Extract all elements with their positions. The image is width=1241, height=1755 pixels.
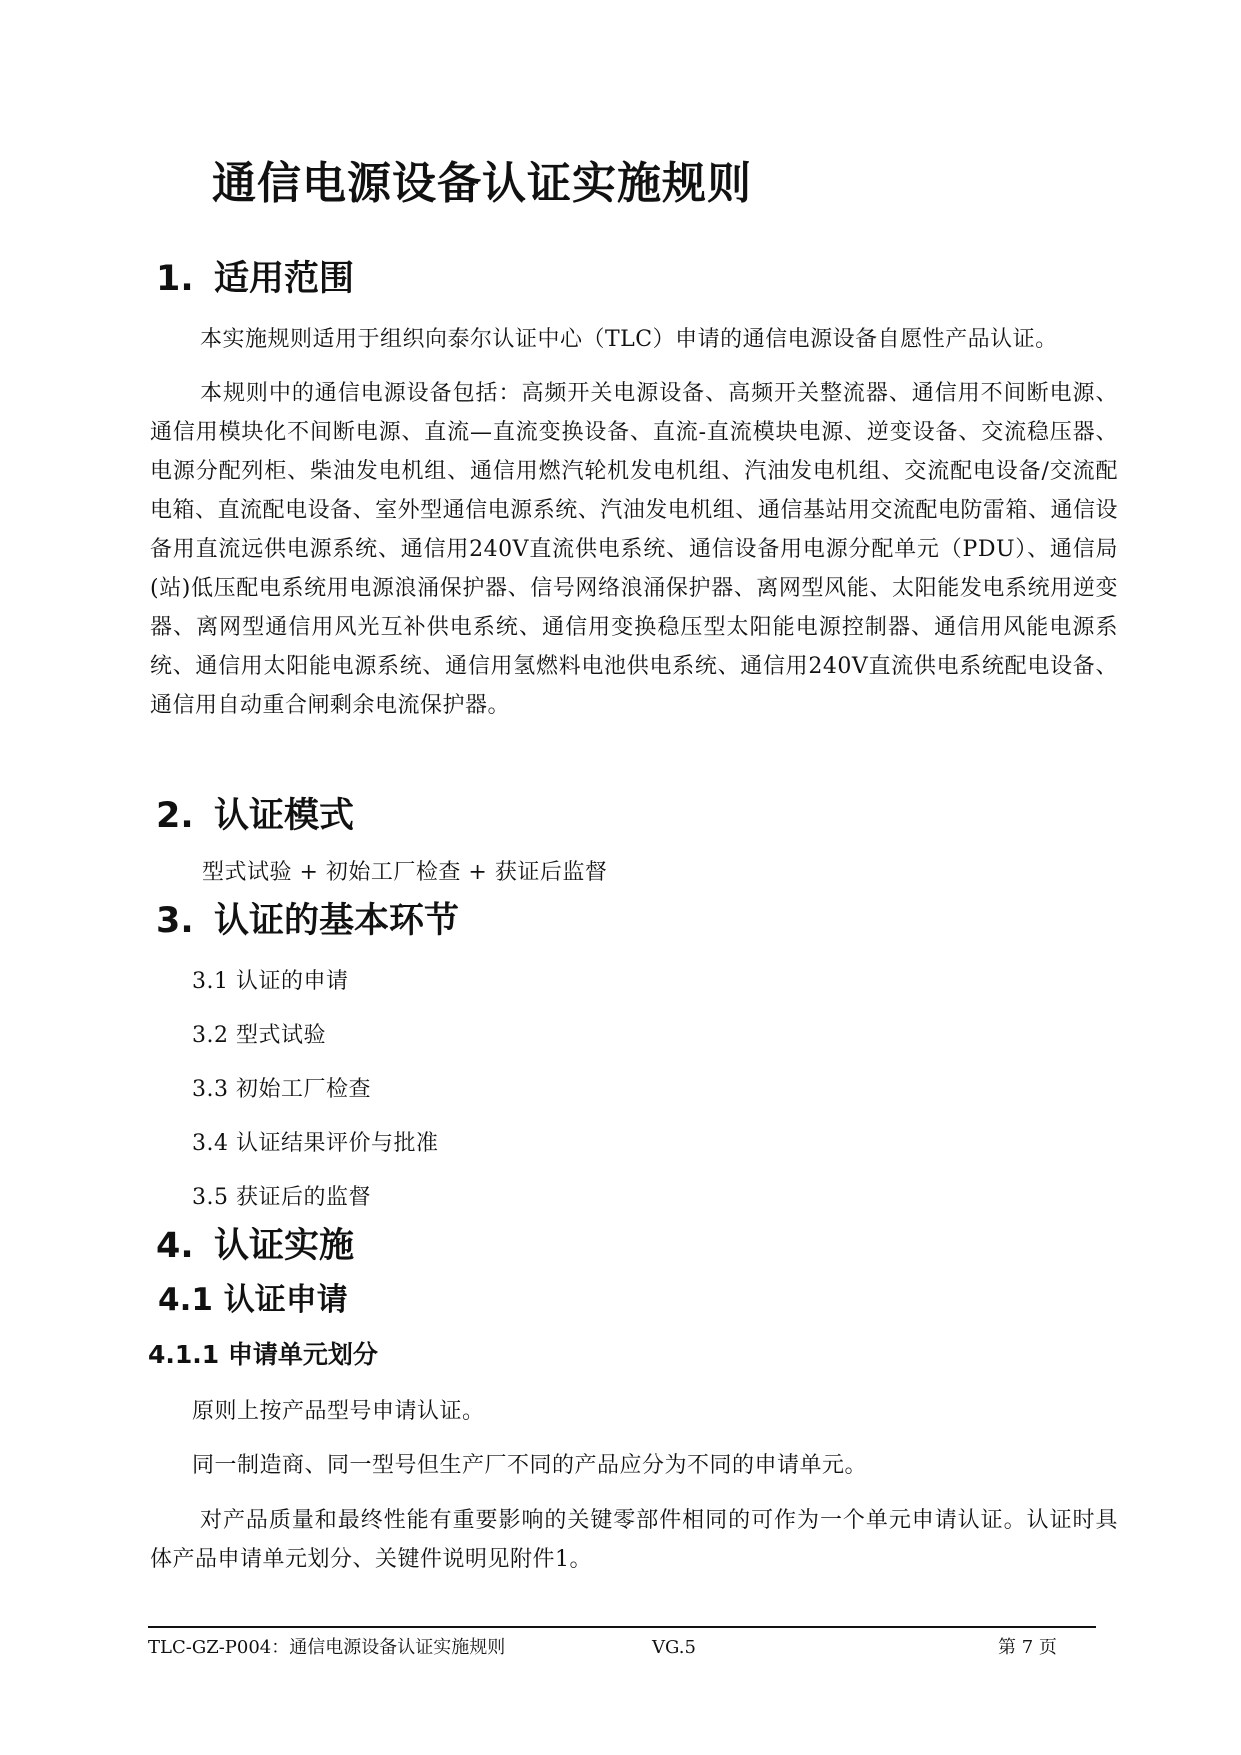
document-title: 通信电源设备认证实施规则 bbox=[212, 158, 752, 209]
subsection-4-1-1-heading: 4.1.1 申请单元划分 bbox=[148, 1340, 378, 1369]
section-3-heading bbox=[156, 900, 459, 942]
list-item: 3.2 型式试验 bbox=[192, 1023, 326, 1048]
section-1-paragraph-2: 本规则中的通信电源设备包括：高频开关电源设备、高频开关整流器、通信用不间断电源、通信用模块化不间断电源、直流—直流变换设备、直流-直流模块电源、逆变设备、交流稳压器、电源分配列柜、柴油发电机组、通信用燃汽轮机发电机组、汽油发电机组、交流配电设备/交流配电箱、直流配电设备、室外型通信电源系统、汽油发电机组、通信基站用交流配电防雷箱、通信设备用直流远供电源系统、通信用240V直流供电系统、通信设备用电源分配单元（PDU）、通信局(站)低压配电系统用电源浪涌保护器、信号网络浪涌保护器、离网型风能、太阳能发电系统用逆变器、离网型通信用风光互补供电系统、通信用变换稳压型太阳能电源控制器、通信用风能电源系统、通信用太阳能电源系统、通信用氢燃料电池供电系统、通信用240V直流供电系统配电设备、通信用自动重合闸剩余电流保护器。 bbox=[150, 381, 1118, 718]
list-item: 3.3 初始工厂检查 bbox=[192, 1077, 371, 1102]
section-number: 1. bbox=[156, 259, 194, 299]
footer-document-code: TLC-GZ-P004：通信电源设备认证实施规则 bbox=[148, 1637, 506, 1658]
section-number: 4. bbox=[156, 1226, 194, 1266]
list-item: 3.4 认证结果评价与批准 bbox=[192, 1131, 439, 1156]
section-number: 3. bbox=[156, 901, 194, 941]
subsection-4-1-1-paragraph-1: 原则上按产品型号申请认证。 bbox=[192, 1399, 485, 1424]
section-title: 适用范围 bbox=[214, 259, 355, 299]
subsection-4-1-heading: 4.1 认证申请 bbox=[158, 1282, 348, 1318]
section-number: 2. bbox=[156, 796, 194, 836]
subsection-4-1-1-paragraph-3: 对产品质量和最终性能有重要影响的关键零部件相同的可作为一个单元申请认证。认证时具体产品申请单元划分、关键件说明见附件1。 bbox=[150, 1508, 1118, 1572]
certification-mode-text: 型式试验 + 初始工厂检查 + 获证后监督 bbox=[202, 860, 608, 885]
footer-page-number: 第 7 页 bbox=[998, 1637, 1057, 1658]
section-title: 认证的基本环节 bbox=[214, 901, 460, 941]
footer-divider bbox=[148, 1626, 1096, 1628]
list-item: 3.5 获证后的监督 bbox=[192, 1185, 371, 1210]
section-1-paragraph-1: 本实施规则适用于组织向泰尔认证中心（TLC）申请的通信电源设备自愿性产品认证。 bbox=[200, 327, 1058, 352]
section-title: 认证模式 bbox=[214, 796, 355, 836]
section-4-heading bbox=[156, 1225, 354, 1267]
section-1-heading bbox=[156, 258, 354, 300]
subsection-4-1-1-paragraph-2: 同一制造商、同一型号但生产厂不同的产品应分为不同的申请单元。 bbox=[192, 1453, 868, 1478]
section-title: 认证实施 bbox=[214, 1226, 355, 1266]
footer-version: VG.5 bbox=[652, 1637, 696, 1658]
list-item: 3.1 认证的申请 bbox=[192, 969, 349, 994]
section-2-heading bbox=[156, 795, 354, 837]
